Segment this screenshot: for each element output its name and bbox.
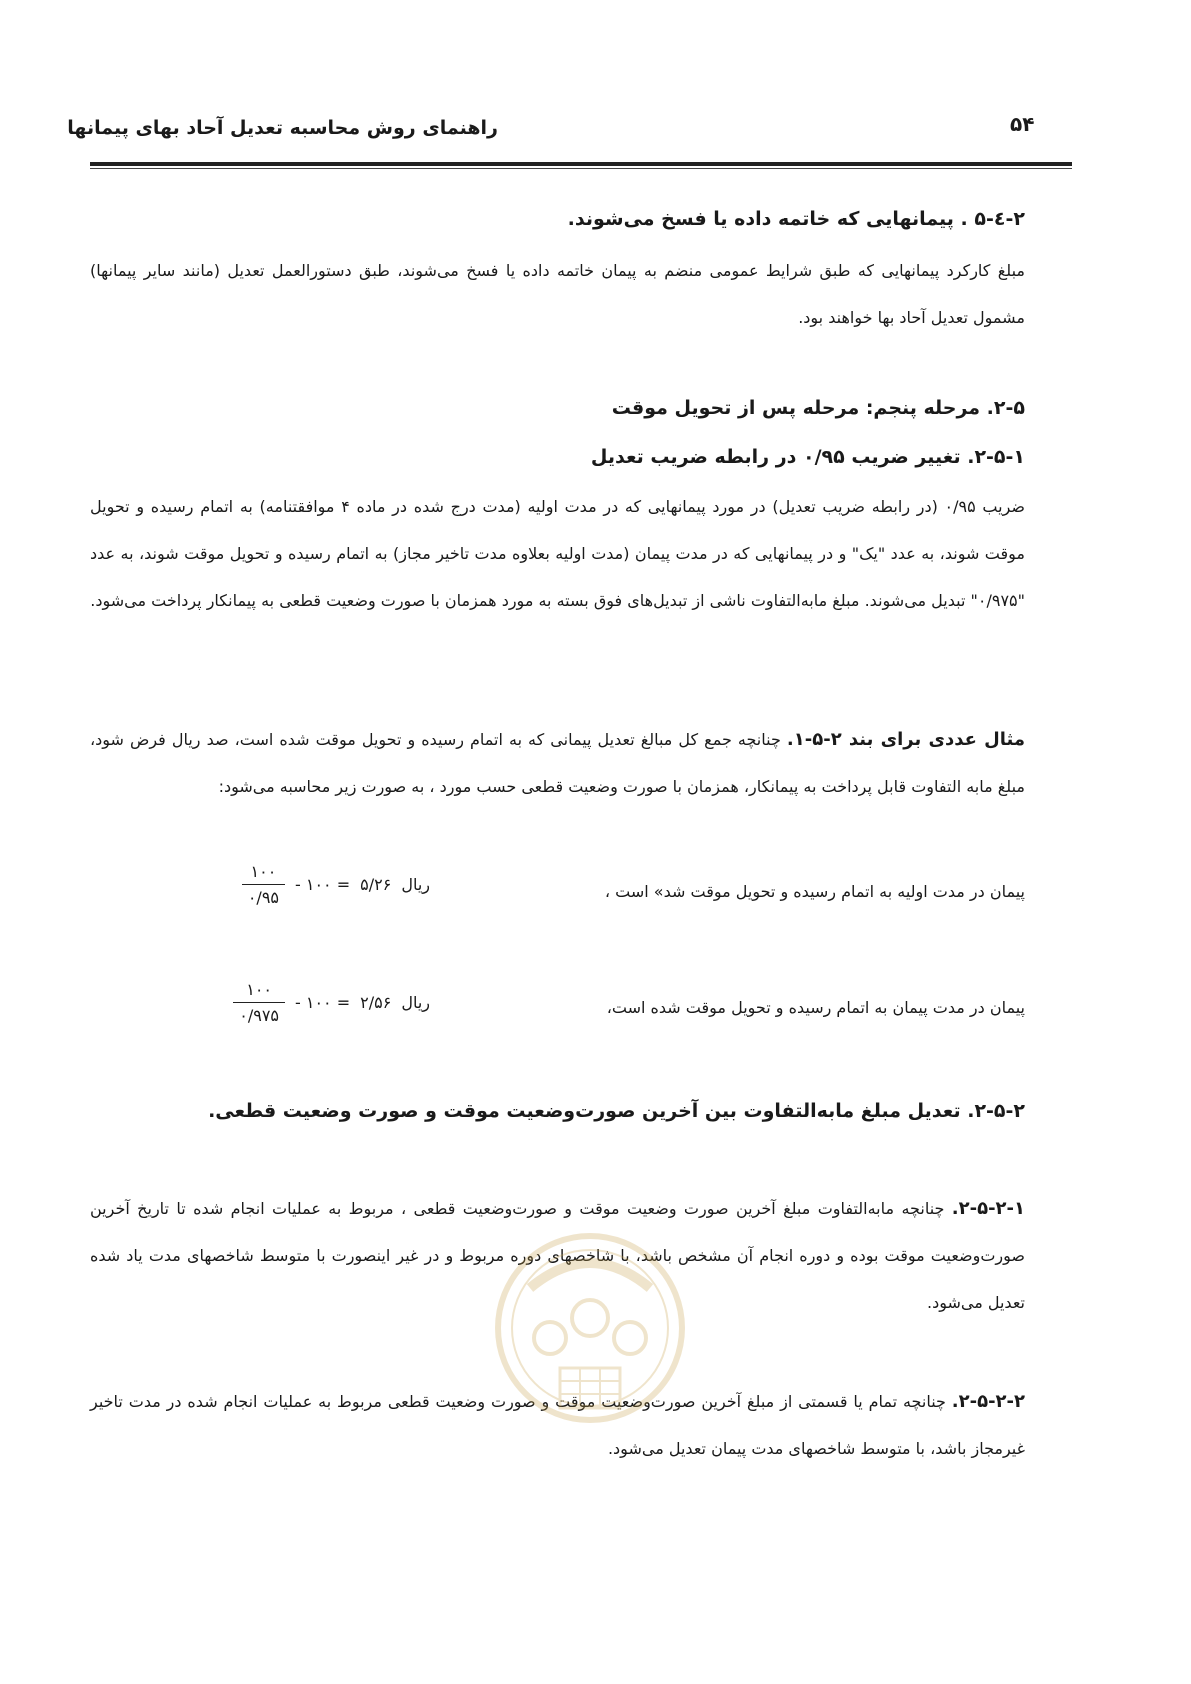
page-number: ۵۴ xyxy=(1010,112,1035,136)
header-rule-thin xyxy=(90,168,1072,169)
paragraph-2-5-2-1-lead: ۲-۵-۲-۱. xyxy=(951,1198,1025,1219)
formula-1-expression: = ۱۰۰ - xyxy=(295,875,351,894)
formula-1-fraction xyxy=(242,862,285,907)
paragraph-2-5-2-2-body: چنانچه تمام یا قسمتی از مبلغ آخرین صورت‌وضعیت موقت و صورت وضعیت قطعی مربوط به عملیات انجام شده در مدت تاخیر غیرمجاز باشد، با متوسط شاخصهای مدت پیمان تعدیل می‌شود. xyxy=(90,1392,1025,1458)
formula-2 xyxy=(190,980,430,1025)
formula-1 xyxy=(190,862,430,907)
heading-2-4-5: ۲-٤-۵ . پیمانهایی که خاتمه داده یا فسخ می‌شوند. xyxy=(567,208,1025,230)
example-body: چنانچه جمع کل مبالغ تعدیل پیمانی که به اتمام رسیده و تحویل موقت شده است، صد ریال فرض شود، مبلغ مابه التفاوت قابل پرداخت به پیمانکار، همزمان با صورت وضعیت قطعی حسب مورد ، به صورت زیر محاسبه می‌شود: xyxy=(90,730,1025,796)
formula-2-result: ۲/۵۶ xyxy=(360,993,392,1012)
heading-2-5: ۲-۵. مرحله پنجم: مرحله پس از تحویل موقت xyxy=(611,397,1025,419)
formula-2-unit: ریال xyxy=(401,993,430,1012)
paragraph-2-5-2-1-body: چنانچه مابه‌التفاوت مبلغ آخرین صورت وضعیت موقت و صورت‌وضعیت قطعی ، مربوط به عملیات انجام شده تا تاریخ آخرین صورت‌وضعیت موقت بوده و دوره انجام آن مشخص باشد، با شاخصهای دوره مربوط و در غیر اینصورت با متوسط شاخصهای مدت یاد شده تعدیل می‌شود. xyxy=(90,1199,1025,1312)
paragraph-2-4-5: مبلغ کارکرد پیمانهایی که طبق شرایط عمومی منضم به پیمان خاتمه داده یا فسخ می‌شوند، طبق دستورالعمل تعدیل (مانند سایر پیمانها) مشمول تعدیل آحاد بها خواهند بود. xyxy=(90,261,1025,327)
heading-2-5-1: ۲-۵-۱. تغییر ضریب ۰/۹۵ در رابطه ضریب تعدیل xyxy=(590,446,1025,468)
formula-2-denominator: ۰/۹۷۵ xyxy=(233,1002,285,1025)
paragraph-example xyxy=(90,716,1025,810)
example-lead: مثال عددی برای بند ۲-۵-۱. xyxy=(786,729,1025,750)
formula-1-unit: ریال xyxy=(401,875,430,894)
paragraph-2-5-2-2 xyxy=(90,1378,1025,1472)
formula-2-numerator: ۱۰۰ xyxy=(246,980,273,999)
header-rule-thick xyxy=(90,162,1072,166)
paragraph-2-5-2-2-lead: ۲-۵-۲-۲. xyxy=(951,1391,1025,1412)
paragraph-2-5-2-1 xyxy=(90,1185,1025,1326)
paragraph-2-5-1: ضریب ۰/۹۵ (در رابطه ضریب تعدیل) در مورد پیمانهایی که در مدت اولیه (مدت درج شده در ماده ۴ موافقتنامه) به اتمام رسیده و تحویل موقت شوند، به عدد "یک" و در پیمانهایی که در مدت پیمان (مدت اولیه بعلاوه مدت تاخیر مجاز) به اتمام رسیده و تحویل موقت شوند، به عدد "۰/۹۷۵" تبدیل می‌شوند. مبلغ مابه‌التفاوت ناشی از تبدیل‌های فوق بسته به مورد همزمان با صورت وضعیت قطعی به پیمانکار پرداخت می‌شود. xyxy=(90,497,1025,610)
heading-2-5-2: ۲-۵-۲. تعدیل مبلغ مابه‌التفاوت بین آخرین صورت‌وضعیت موقت و صورت وضعیت قطعی. xyxy=(208,1100,1025,1122)
formula-2-fraction xyxy=(233,980,285,1025)
formula-1-denominator: ۰/۹۵ xyxy=(242,884,285,907)
running-header-title: راهنمای روش محاسبه تعدیل آحاد بهای پیمانها xyxy=(67,117,498,139)
formula-1-numerator: ۱۰۰ xyxy=(250,862,277,881)
formula-1-result: ۵/۲۶ xyxy=(360,875,392,894)
formula-2-expression: = ۱۰۰ - xyxy=(295,993,351,1012)
formula-2-label: پیمان در مدت پیمان به اتمام رسیده و تحویل موقت شده است، xyxy=(606,998,1025,1017)
formula-1-label: پیمان در مدت اولیه به اتمام رسیده و تحویل موقت شد» است ، xyxy=(604,882,1025,901)
